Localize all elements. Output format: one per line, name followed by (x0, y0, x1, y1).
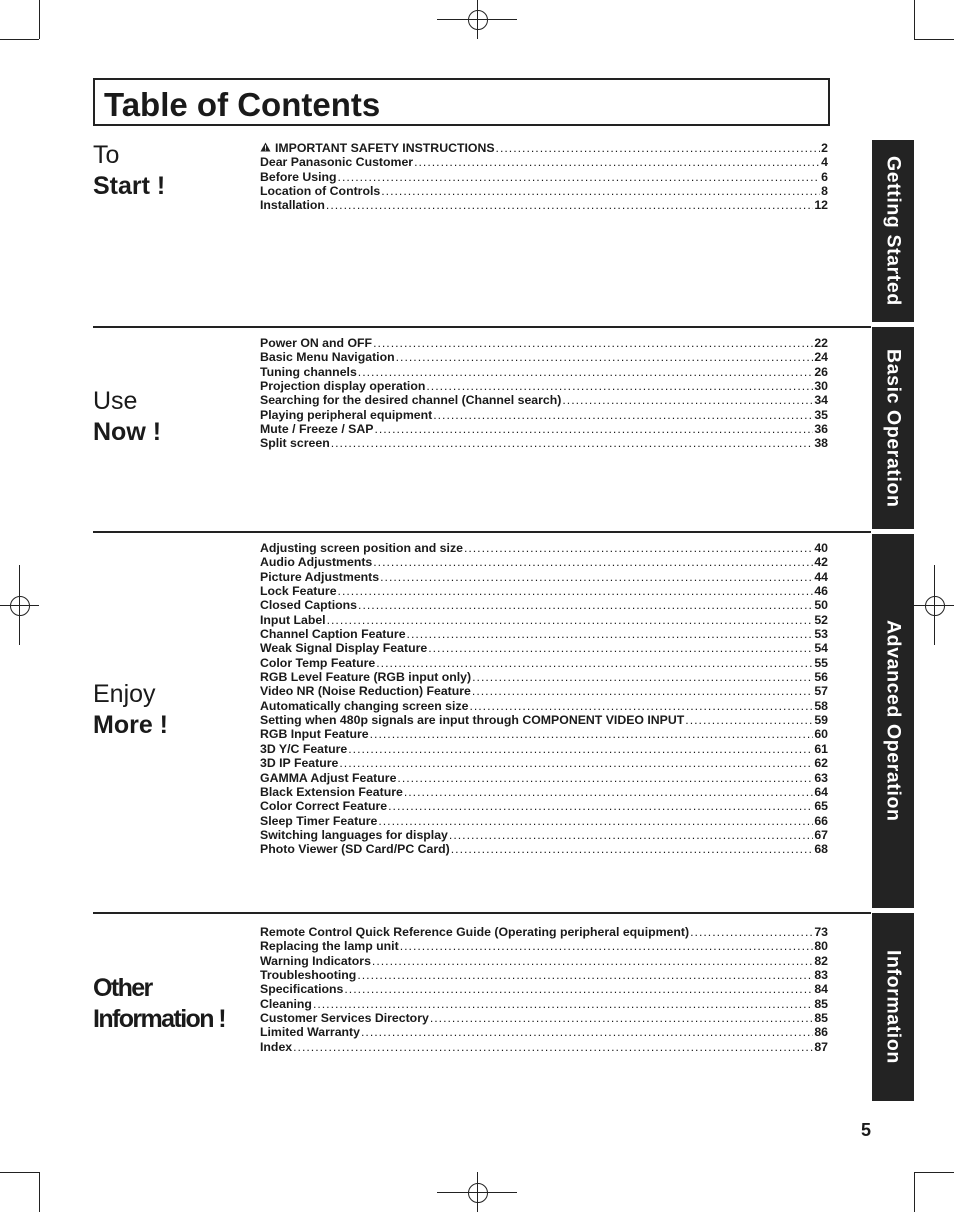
toc-entry-page: 34 (814, 393, 828, 408)
toc-entry-title: Closed Captions (260, 598, 358, 613)
toc-entry-title: Sleep Timer Feature (260, 813, 378, 828)
toc-entry-title: Weak Signal Display Feature (260, 641, 428, 656)
toc-entry-title: Power ON and OFF (260, 336, 373, 350)
toc-entry-page: 35 (814, 407, 828, 422)
toc-entry[interactable] (260, 656, 828, 670)
warning-triangle-icon (260, 142, 271, 156)
toc-entry[interactable] (260, 570, 828, 584)
dot-leader (358, 598, 813, 612)
dot-leader (397, 771, 813, 785)
toc-entry[interactable] (260, 1040, 828, 1054)
dot-leader (338, 170, 821, 184)
toc-entry[interactable] (260, 422, 828, 436)
tab-information[interactable] (872, 913, 914, 1101)
toc-entry[interactable] (260, 828, 828, 842)
toc-entry-page: 26 (814, 364, 828, 379)
toc-entry-title: Limited Warranty (260, 1025, 360, 1040)
toc-entry-title: Cleaning (260, 996, 312, 1011)
toc-entry-title: Video NR (Noise Reduction) Feature (260, 684, 471, 699)
section-heading-light: Use (93, 387, 138, 415)
toc-entry-page: 64 (814, 784, 828, 799)
dot-leader (472, 684, 813, 698)
tab-getting-started[interactable] (872, 140, 914, 322)
section-heading-enjoy (93, 679, 168, 741)
toc-entry-title: Customer Services Directory (260, 1011, 429, 1026)
toc-entry[interactable] (260, 699, 828, 713)
toc-entry[interactable] (260, 141, 828, 155)
section-divider (93, 912, 871, 914)
toc-entry-title: Mute / Freeze / SAP (260, 422, 374, 437)
toc-entry-title: Installation (260, 198, 325, 213)
dot-leader (380, 570, 813, 584)
toc-entry-title: Warning Indicators (260, 953, 371, 968)
toc-entry-title: RGB Level Feature (RGB input only) (260, 670, 472, 685)
toc-entry-title: Color Temp Feature (260, 655, 376, 670)
toc-entry-page: 82 (814, 953, 828, 968)
toc-entry-page: 84 (814, 982, 828, 997)
dot-leader (400, 939, 814, 953)
toc-entry-page: 50 (814, 598, 828, 613)
toc-entry-title: Basic Menu Navigation (260, 350, 395, 365)
toc-entry-page: 6 (821, 169, 828, 184)
toc-entry[interactable] (260, 584, 828, 598)
dot-leader (370, 727, 814, 741)
toc-entry-page: 60 (814, 727, 828, 742)
toc-entry[interactable] (260, 336, 828, 350)
toc-entry-page: 86 (814, 1025, 828, 1040)
toc-entry[interactable] (260, 756, 828, 770)
tab-basic-operation[interactable] (872, 327, 914, 529)
toc-entry-title: Projection display operation (260, 379, 426, 394)
toc-entry[interactable] (260, 613, 828, 627)
toc-entry-page: 67 (814, 827, 828, 842)
toc-entry-title: Specifications (260, 982, 344, 997)
toc-entry[interactable] (260, 727, 828, 741)
section-heading-bold: Start ! (93, 172, 166, 200)
toc-entry-title: Automatically changing screen size (260, 698, 469, 713)
section-heading-line1: Other (93, 974, 152, 1002)
toc-entry[interactable] (260, 598, 828, 612)
toc-entry[interactable] (260, 742, 828, 756)
toc-entry-page: 4 (821, 155, 828, 170)
toc-entry-title: RGB Input Feature (260, 727, 369, 742)
dot-leader (472, 670, 813, 684)
toc-entry-page: 80 (814, 939, 828, 954)
toc-entry[interactable] (260, 393, 828, 407)
dot-leader (451, 842, 814, 856)
toc-entry[interactable] (260, 641, 828, 655)
toc-entry-page: 57 (814, 684, 828, 699)
dot-leader (433, 408, 813, 422)
dot-leader (326, 198, 813, 212)
dot-leader (361, 1025, 813, 1039)
toc-entry[interactable] (260, 670, 828, 684)
toc-entry-page: 56 (814, 670, 828, 685)
section-heading-bold: Now ! (93, 418, 162, 446)
toc-entry-title: Split screen (260, 436, 330, 451)
dot-leader (428, 641, 813, 655)
toc-entry-page: 55 (814, 655, 828, 670)
toc-entry-page: 54 (814, 641, 828, 656)
tab-label: Basic Operation (882, 348, 905, 508)
section-heading-bold: More ! (93, 711, 168, 739)
toc-entry-title: Switching languages for display (260, 827, 448, 842)
toc-entry-title: 3D IP Feature (260, 756, 339, 771)
toc-entry[interactable] (260, 379, 828, 393)
toc-entry-page: 85 (814, 996, 828, 1011)
page-number: 5 (861, 1120, 872, 1140)
dot-leader (357, 968, 813, 982)
toc-entry-title: Playing peripheral equipment (260, 407, 433, 422)
toc-entry-title: Lock Feature (260, 584, 337, 599)
toc-entry[interactable] (260, 555, 828, 569)
title-box (93, 78, 830, 126)
dot-leader (685, 713, 813, 727)
toc-entry-title: Channel Caption Feature (260, 627, 406, 642)
dot-leader (339, 756, 813, 770)
toc-entry-page: 44 (814, 569, 828, 584)
toc-entry[interactable] (260, 365, 828, 379)
toc-entry-title: IMPORTANT SAFETY INSTRUCTIONS (275, 141, 495, 155)
toc-list-information (260, 925, 828, 1054)
toc-entry[interactable] (260, 155, 828, 169)
dot-leader (372, 954, 813, 968)
toc-entry-page: 22 (814, 336, 828, 350)
toc-entry[interactable] (260, 198, 828, 212)
toc-entry-title: Input Label (260, 612, 326, 627)
dot-leader (430, 1011, 813, 1025)
toc-entry[interactable] (260, 408, 828, 422)
toc-entry-page: 85 (814, 1011, 828, 1026)
dot-leader (374, 422, 813, 436)
dot-leader (293, 1040, 813, 1054)
toc-entry-page: 36 (814, 422, 828, 437)
dot-leader (338, 584, 814, 598)
dot-leader (562, 393, 813, 407)
toc-entry[interactable] (260, 627, 828, 641)
dot-leader (381, 184, 820, 198)
toc-entry-title: Troubleshooting (260, 968, 357, 983)
toc-entry-page: 38 (814, 436, 828, 451)
dot-leader (327, 613, 814, 627)
toc-list-advanced-operation (260, 541, 828, 857)
toc-entry-page: 24 (814, 350, 828, 365)
toc-entry[interactable] (260, 799, 828, 813)
toc-entry-page: 87 (814, 1039, 828, 1054)
toc-entry-page: 63 (814, 770, 828, 785)
toc-entry-page: 68 (814, 842, 828, 857)
toc-entry-page: 46 (814, 584, 828, 599)
toc-entry-page: 53 (814, 627, 828, 642)
dot-leader (449, 828, 813, 842)
toc-entry-page: 42 (814, 555, 828, 570)
toc-entry-page: 61 (814, 741, 828, 756)
toc-entry-page: 8 (821, 184, 828, 199)
toc-entry[interactable] (260, 684, 828, 698)
toc-entry-title: Audio Adjustments (260, 555, 373, 570)
toc-entry[interactable] (260, 954, 828, 968)
toc-entry-title: Tuning channels (260, 364, 357, 379)
dot-leader (388, 799, 813, 813)
dot-leader (373, 336, 813, 350)
toc-entry-title: Dear Panasonic Customer (260, 155, 414, 170)
dot-leader (690, 925, 813, 939)
toc-entry-page: 83 (814, 968, 828, 983)
section-heading-line2: Information ! (93, 1005, 225, 1033)
section-heading-start (93, 140, 165, 202)
dot-leader (407, 627, 814, 641)
dot-leader (373, 555, 813, 569)
dot-leader (331, 436, 814, 450)
toc-entry-title: GAMMA Adjust Feature (260, 770, 397, 785)
toc-entry[interactable] (260, 814, 828, 828)
dot-leader (376, 656, 813, 670)
toc-entry-title: Remote Control Quick Reference Guide (Operating peripheral equipment) (260, 925, 690, 939)
tab-label: Information (882, 950, 905, 1064)
toc-entry[interactable] (260, 350, 828, 364)
tab-label: Advanced Operation (882, 620, 905, 822)
toc-entry[interactable] (260, 1011, 828, 1025)
page-title: Table of Contents (104, 86, 381, 123)
section-heading-other-information (93, 973, 225, 1035)
toc-entry[interactable] (260, 1025, 828, 1039)
toc-entry-title: Setting when 480p signals are input through COMPONENT VIDEO INPUT (260, 713, 685, 728)
section-heading-use (93, 386, 161, 448)
toc-entry-page: 52 (814, 612, 828, 627)
toc-entry[interactable] (260, 713, 828, 727)
dot-leader (426, 379, 813, 393)
toc-entry[interactable] (260, 968, 828, 982)
toc-entry-page: 2 (821, 141, 828, 155)
dot-leader (313, 997, 813, 1011)
toc-entry-title: Color Correct Feature (260, 799, 388, 814)
dot-leader (414, 155, 820, 169)
dot-leader (378, 814, 813, 828)
section-heading-light: To (93, 141, 120, 169)
toc-entry-title: Replacing the lamp unit (260, 939, 399, 954)
toc-entry-page: 40 (814, 541, 828, 555)
section-divider (93, 531, 871, 533)
toc-list-getting-started (260, 141, 828, 213)
section-divider (93, 326, 871, 328)
toc-entry-title: Picture Adjustments (260, 569, 380, 584)
toc-entry[interactable] (260, 436, 828, 450)
toc-entry-page: 62 (814, 756, 828, 771)
toc-entry-title: Photo Viewer (SD Card/PC Card) (260, 842, 450, 857)
toc-entry[interactable] (260, 184, 828, 198)
dot-leader (404, 785, 813, 799)
toc-entry[interactable] (260, 982, 828, 996)
dot-leader (496, 141, 821, 155)
toc-entry-page: 73 (814, 925, 828, 939)
tab-label: Getting Started (882, 156, 905, 306)
toc-entry-page: 58 (814, 698, 828, 713)
dot-leader (469, 699, 813, 713)
toc-entry-title: Location of Controls (260, 184, 381, 199)
toc-list-basic-operation (260, 336, 828, 451)
toc-entry-title: Black Extension Feature (260, 784, 403, 799)
toc-entry[interactable] (260, 925, 828, 939)
toc-entry[interactable] (260, 939, 828, 953)
toc-entry-title: Before Using (260, 169, 337, 184)
toc-entry-page: 65 (814, 799, 828, 814)
dot-leader (464, 541, 813, 555)
toc-entry[interactable] (260, 997, 828, 1011)
toc-entry[interactable] (260, 785, 828, 799)
toc-entry[interactable] (260, 170, 828, 184)
toc-entry-page: 12 (814, 198, 828, 213)
dot-leader (396, 350, 814, 364)
toc-entry-page: 66 (814, 813, 828, 828)
toc-entry-title: Adjusting screen position and size (260, 541, 463, 555)
toc-entry[interactable] (260, 842, 828, 856)
dot-leader (348, 742, 813, 756)
toc-entry-page: 30 (814, 379, 828, 394)
toc-entry-title: Index (260, 1039, 293, 1054)
toc-entry-page: 59 (814, 713, 828, 728)
toc-entry[interactable] (260, 771, 828, 785)
toc-entry-title: 3D Y/C Feature (260, 741, 348, 756)
dot-leader (358, 365, 814, 379)
toc-entry[interactable] (260, 541, 828, 555)
tab-advanced-operation[interactable] (872, 534, 914, 908)
dot-leader (344, 982, 813, 996)
section-heading-light: Enjoy (93, 680, 156, 708)
toc-entry-title: Searching for the desired channel (Channel search) (260, 393, 562, 408)
